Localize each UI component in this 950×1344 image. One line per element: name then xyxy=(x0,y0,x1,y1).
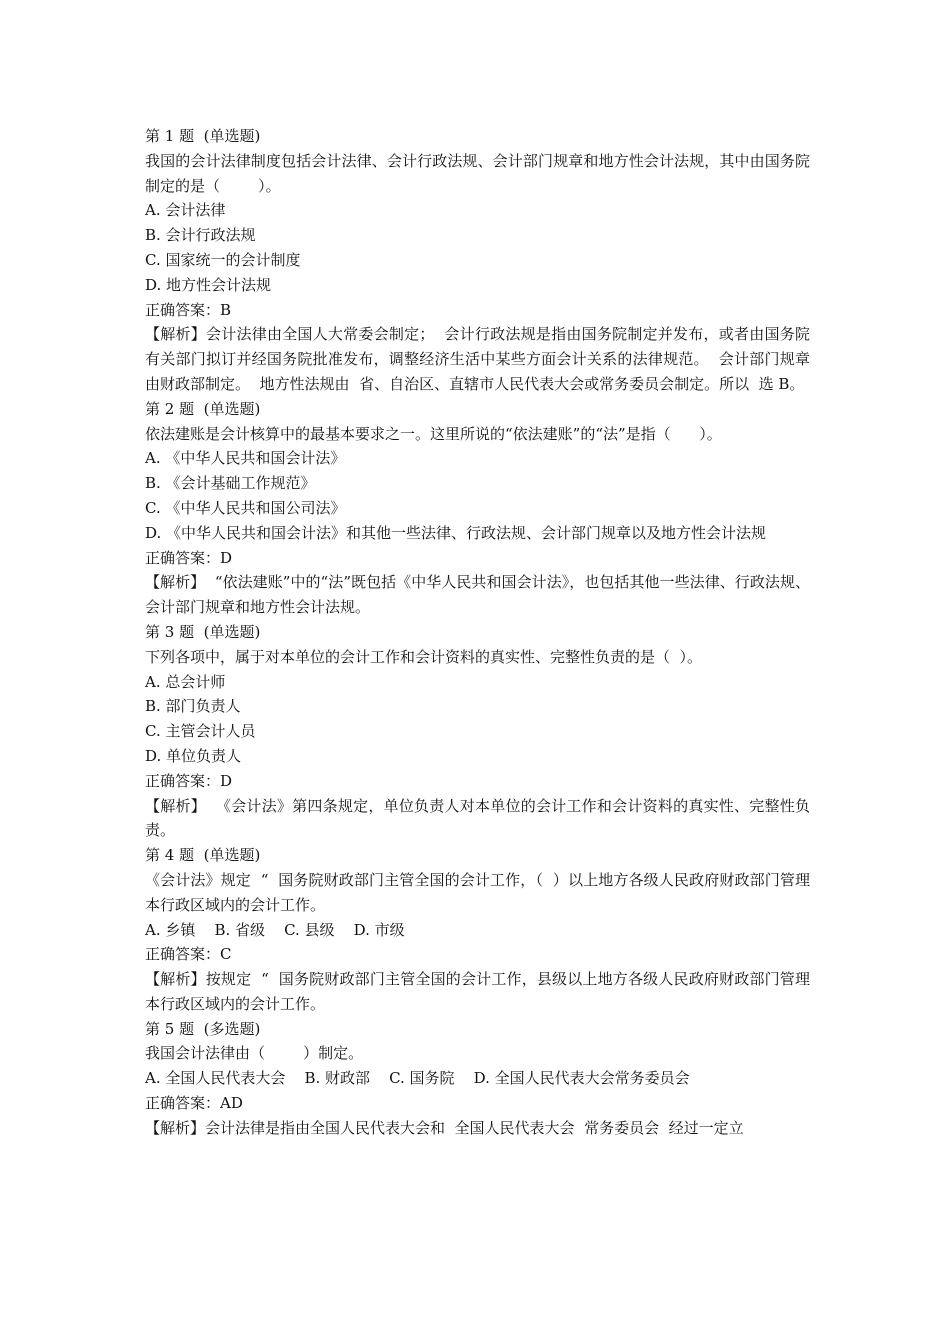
option-item: A. 会计法律 xyxy=(145,201,226,220)
correct-answer: 正确答案：AD xyxy=(145,1094,243,1113)
correct-answer: 正确答案：D xyxy=(145,548,233,567)
question-header: 第 2 题 (单选题) xyxy=(145,399,261,418)
option-item: A. 《中华人民共和国会计法》 xyxy=(145,449,346,468)
analysis-text: 【解析】 “依法建账”中的“法”既包括《中华人民共和国会计法》，也包括其他一些法律、行政法规、会计部门规章和地方性会计法规。 xyxy=(145,573,810,617)
question-stem: 《会计法》规定 “ 国务院财政部门主管全国的会计工作，（ ）以上地方各级人民政府财政部门管理本行政区域内的会计工作。 xyxy=(145,870,810,914)
question-block xyxy=(145,397,810,620)
option-item: A. 总会计师 xyxy=(145,672,226,691)
question-header: 第 1 题 (单选题) xyxy=(145,127,261,145)
option-item: C. 主管会计人员 xyxy=(145,722,256,741)
question-stem: 我国的会计法律制度包括会计法律、会计行政法规、会计部门规章和地方性会计法规，其中由国务院制定的是（ ）。 xyxy=(145,151,810,195)
correct-answer: 正确答案：C xyxy=(145,945,232,964)
question-header: 第 3 题 (单选题) xyxy=(145,622,261,641)
question-block xyxy=(145,620,810,843)
question-stem: 依法建账是会计核算中的最基本要求之一。这里所说的“依法建账”的“法”是指（ ）。 xyxy=(145,424,722,443)
question-block xyxy=(145,1017,810,1141)
option-item: B. 部门负责人 xyxy=(145,697,241,716)
question-stem: 下列各项中，属于对本单位的会计工作和会计资料的真实性、完整性负责的是（ ）。 xyxy=(145,647,703,666)
question-stem: 我国会计法律由（ ）制定。 xyxy=(145,1044,364,1063)
correct-answer: 正确答案：D xyxy=(145,771,233,790)
question-block xyxy=(145,124,810,397)
question-header: 第 4 题 (单选题) xyxy=(145,846,261,865)
option-item: B. 会计行政法规 xyxy=(145,226,256,245)
option-item: B. 《会计基础工作规范》 xyxy=(145,474,316,493)
question-block xyxy=(145,843,810,1017)
correct-answer: 正确答案：B xyxy=(145,300,232,319)
analysis-text: 【解析】会计法律是指由全国人民代表大会和 全国人民代表大会 常务委员会 经过一定立 xyxy=(145,1118,744,1137)
option-item: D. 地方性会计法规 xyxy=(145,275,272,294)
option-item: D. 《中华人民共和国会计法》和其他一些法律、行政法规、会计部门规章以及地方性会计法规 xyxy=(145,523,767,542)
question-header: 第 5 题 (多选题) xyxy=(145,1019,261,1038)
document-page xyxy=(145,124,810,1141)
option-item: A. 全国人民代表大会 B. 财政部 C. 国务院 D. 全国人民代表大会常务委员会 xyxy=(145,1069,690,1088)
analysis-text: 【解析】会计法律由全国人大常委会制定； 会计行政法规是指由国务院制定并发布，或者由国务院有关部门拟订并经国务院批准发布，调整经济生活中某些方面会计关系的法律规范。 会计部门规章由财政部制定。 地方性法规由 省、自治区、直辖市人民代表大会或常务委员会制定。所以 选 B。 xyxy=(145,325,810,393)
option-item: C. 国家统一的会计制度 xyxy=(145,250,301,269)
analysis-text: 【解析】 《会计法》第四条规定，单位负责人对本单位的会计工作和会计资料的真实性、完整性负责。 xyxy=(145,796,810,840)
analysis-text: 【解析】按规定 “ 国务院财政部门主管全国的会计工作，县级以上地方各级人民政府财政部门管理本行政区域内的会计工作。 xyxy=(145,970,810,1013)
option-item: A. 乡镇 B. 省级 C. 县级 D. 市级 xyxy=(145,920,405,939)
option-item: C. 《中华人民共和国公司法》 xyxy=(145,498,346,517)
option-item: D. 单位负责人 xyxy=(145,746,242,765)
